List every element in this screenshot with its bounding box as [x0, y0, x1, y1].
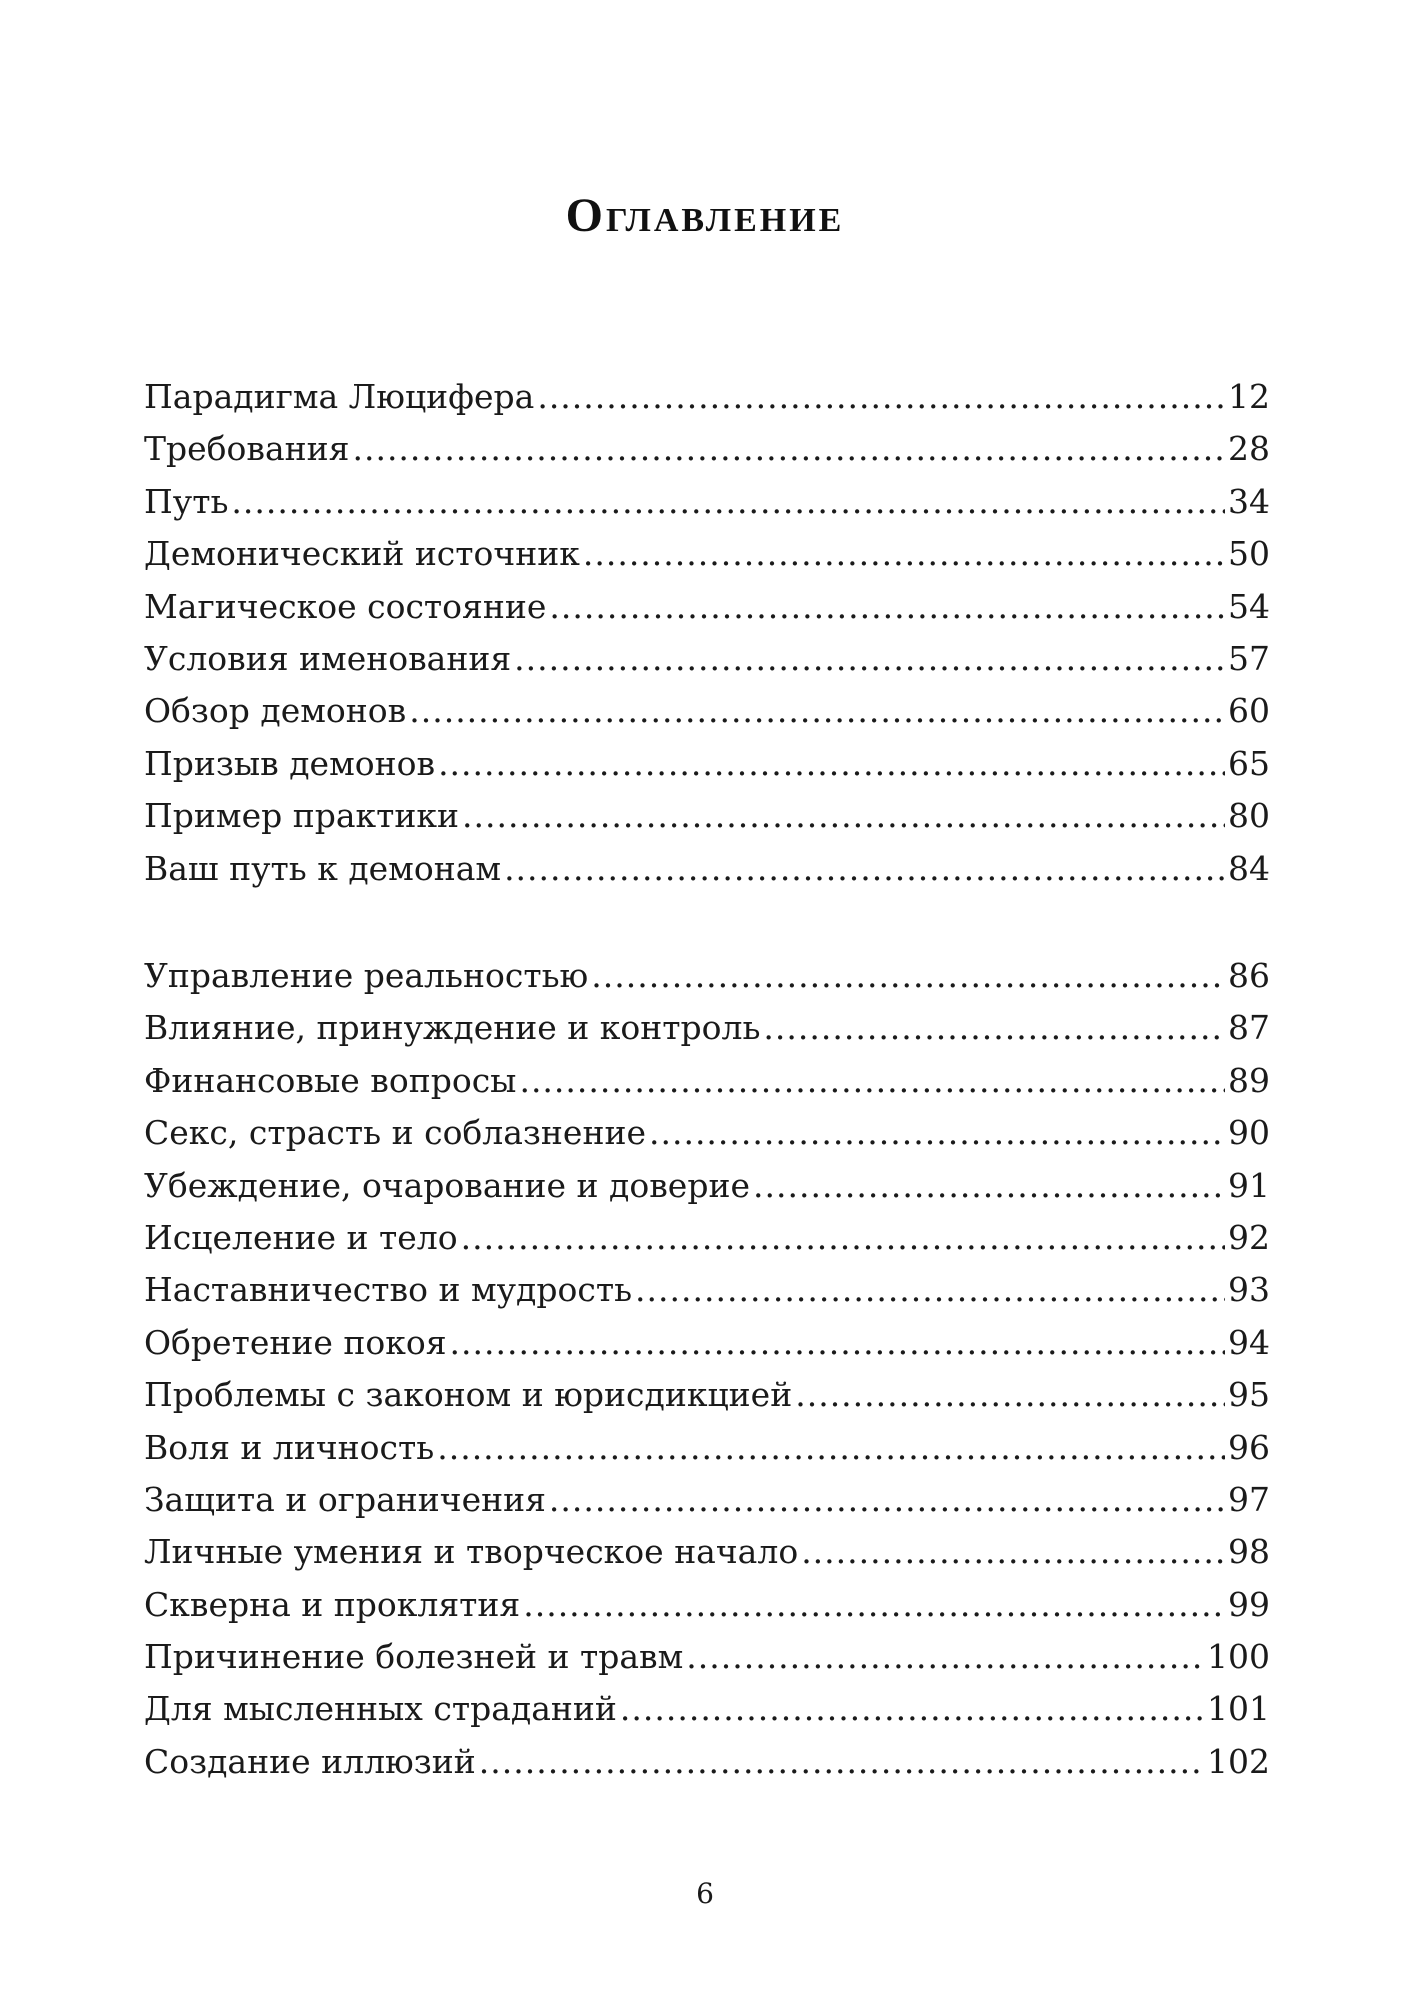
toc-entry: [144, 685, 1270, 737]
toc-entry-page: 102: [1207, 1741, 1270, 1781]
toc-entry: [144, 1055, 1270, 1107]
toc-dot-leader: [686, 1631, 1204, 1683]
toc-entry-title: Проблемы с законом и юрисдикцией: [144, 1375, 793, 1415]
toc-entry-page: 60: [1228, 691, 1270, 731]
toc-dot-leader: [763, 1002, 1225, 1054]
toc-entry-page: 95: [1228, 1375, 1270, 1415]
toc-entry-page: 57: [1228, 638, 1270, 678]
toc-dot-leader: [231, 476, 1225, 528]
toc-entry-page: 12: [1228, 377, 1270, 416]
toc-entry-page: 86: [1228, 956, 1270, 995]
toc-entry-title: Исцеление и тело: [144, 1217, 458, 1257]
toc-dot-leader: [537, 371, 1225, 423]
toc-dot-leader: [523, 1579, 1225, 1631]
toc-entry-title: Парадигма Люцифера: [144, 377, 535, 416]
toc-entry-page: 98: [1228, 1532, 1270, 1572]
toc-dot-leader: [514, 633, 1225, 685]
toc-entry-title: Защита и ограничения: [144, 1479, 546, 1519]
toc-entry-page: 65: [1228, 743, 1270, 783]
toc-entry: [144, 1526, 1270, 1578]
toc-entry: [144, 738, 1270, 790]
toc-entry-page: 91: [1228, 1165, 1270, 1205]
toc-entry-title: Воля и личность: [144, 1427, 435, 1467]
toc-entry-title: Магическое состояние: [144, 586, 547, 626]
toc-entry: [144, 1683, 1270, 1735]
toc-entry-title: Причинение болезней и травм: [144, 1637, 684, 1677]
toc-dot-leader: [519, 1055, 1225, 1107]
toc-entry: [144, 633, 1270, 685]
toc-entry-page: 97: [1228, 1479, 1270, 1519]
toc-entry-page: 80: [1228, 796, 1270, 836]
toc-entry: [144, 1002, 1270, 1054]
toc-dot-leader: [479, 1736, 1204, 1788]
toc-entry: [144, 1212, 1270, 1264]
toc-entry-page: 94: [1228, 1322, 1270, 1362]
page-title: Оглавление: [565, 189, 845, 242]
toc-dot-leader: [635, 1264, 1225, 1316]
toc-dot-leader: [583, 528, 1225, 580]
toc-entry: [144, 581, 1270, 633]
toc-entry-page: 34: [1228, 481, 1270, 521]
toc-entry-page: 28: [1228, 429, 1270, 469]
toc-dot-leader: [437, 1422, 1225, 1474]
toc-entry-page: 84: [1228, 848, 1270, 888]
toc-entry-title: Убеждение, очарование и доверие: [144, 1165, 750, 1205]
toc-dot-leader: [795, 1369, 1225, 1421]
toc-dot-leader: [504, 843, 1225, 895]
toc-entry-title: Обзор демонов: [144, 691, 407, 731]
toc-entry: [144, 1736, 1270, 1788]
toc-entry: [144, 528, 1270, 580]
toc-entry-page: 89: [1228, 1060, 1270, 1100]
toc-entry: [144, 1369, 1270, 1421]
toc-entry: [144, 1422, 1270, 1474]
toc-entry-page: 101: [1207, 1689, 1270, 1729]
toc-entry: [144, 1631, 1270, 1683]
toc-entry: [144, 950, 1270, 1002]
toc-entry-title: Секс, страсть и соблазнение: [144, 1113, 646, 1153]
toc-entry: [144, 1474, 1270, 1526]
toc-entry-title: Ваш путь к демонам: [144, 848, 502, 888]
toc-entry: [144, 423, 1270, 475]
toc-dot-leader: [549, 1474, 1225, 1526]
toc-dot-leader: [352, 423, 1225, 475]
toc-entry-title: Пример практики: [144, 796, 459, 836]
toc-entry: [144, 1317, 1270, 1369]
toc-entry-title: Наставничество и мудрость: [144, 1270, 633, 1310]
toc-dot-leader: [438, 738, 1225, 790]
toc-entry: [144, 1579, 1270, 1631]
toc-entry-title: Создание иллюзий: [144, 1741, 476, 1781]
toc-entry-page: 99: [1228, 1584, 1270, 1624]
toc-entry: [144, 371, 1270, 423]
toc-entry: [144, 790, 1270, 842]
toc-dot-leader: [591, 950, 1225, 1002]
toc-dot-leader: [450, 1317, 1225, 1369]
toc-entry-page: 96: [1228, 1427, 1270, 1467]
toc-entry-title: Призыв демонов: [144, 743, 436, 783]
toc-entry-title: Для мысленных страданий: [144, 1689, 617, 1729]
toc-entry-page: 50: [1228, 534, 1270, 574]
toc-entry-page: 92: [1228, 1217, 1270, 1257]
toc-entry-title: Путь: [144, 481, 229, 521]
toc-dot-leader: [753, 1160, 1225, 1212]
toc-entry-title: Условия именования: [144, 638, 512, 678]
toc-entry: [144, 1264, 1270, 1316]
toc-entry-page: 90: [1228, 1113, 1270, 1153]
toc-dot-leader: [409, 685, 1225, 737]
toc-section-1: [144, 371, 1270, 895]
toc-entry-page: 93: [1228, 1270, 1270, 1310]
toc-dot-leader: [649, 1107, 1225, 1159]
toc-entry: [144, 1160, 1270, 1212]
toc-entry-title: Влияние, принуждение и контроль: [144, 1008, 761, 1048]
toc-entry: [144, 1107, 1270, 1159]
toc-section-2: [144, 950, 1270, 1788]
toc-entry-title: Личные умения и творческое начало: [144, 1532, 799, 1572]
toc-dot-leader: [462, 790, 1225, 842]
toc-entry-title: Скверна и проклятия: [144, 1584, 521, 1624]
toc-entry-title: Демонический источник: [144, 534, 580, 574]
toc-dot-leader: [461, 1212, 1225, 1264]
toc-entry-page: 100: [1207, 1637, 1270, 1677]
toc-entry-title: Требования: [144, 429, 350, 469]
toc-entry-title: Обретение покоя: [144, 1322, 447, 1362]
toc-dot-leader: [620, 1683, 1204, 1735]
page-number: 6: [696, 1877, 714, 1910]
toc-entry-page: 87: [1228, 1008, 1270, 1048]
toc-entry: [144, 843, 1270, 895]
toc-entry-page: 54: [1228, 586, 1270, 626]
toc-dot-leader: [549, 581, 1225, 633]
toc-dot-leader: [801, 1526, 1225, 1578]
toc-entry-title: Управление реальностью: [144, 956, 589, 995]
toc-entry-title: Финансовые вопросы: [144, 1060, 517, 1100]
toc-entry: [144, 476, 1270, 528]
